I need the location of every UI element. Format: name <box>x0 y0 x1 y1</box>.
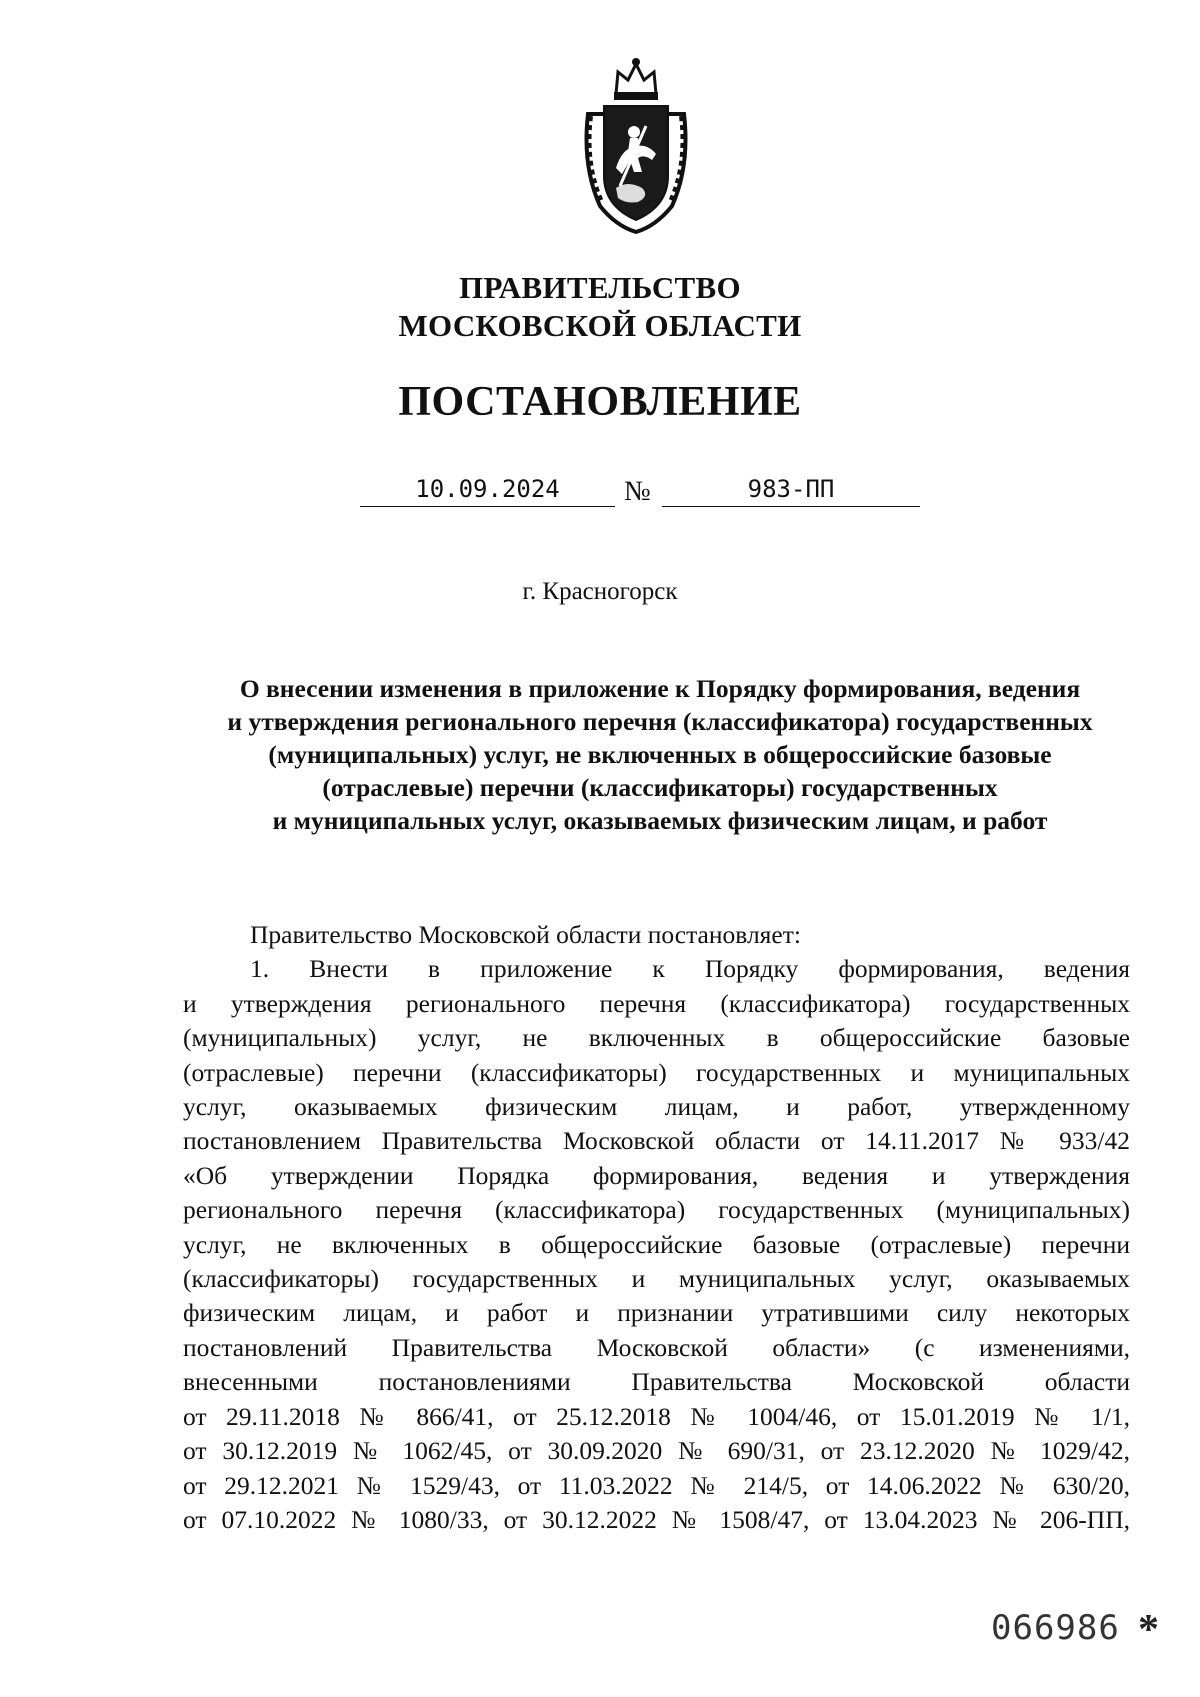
body-line: постановлений Правительства Московской области» (с изменениями, <box>183 1332 1130 1362</box>
city: г. Красногорск <box>522 578 678 605</box>
document-date: 10.09.2024 <box>415 475 560 503</box>
body-line: регионального перечня (классификатора) государственных (муниципальных) <box>183 1195 1130 1225</box>
document-type-title: ПОСТАНОВЛЕНИЕ <box>398 379 802 425</box>
number-underline <box>662 506 920 507</box>
body-line: 1. Внести в приложение к Порядку формирования, ведения <box>250 954 1130 984</box>
government-name-line2: МОСКОВСКОЙ ОБЛАСТИ <box>398 308 802 343</box>
body-line: от 07.10.2022 № 1080/33, от 30.12.2022 № 1508/47, от 13.04.2023 № 206-ПП, <box>183 1504 1130 1534</box>
body-preamble: Правительство Московской области постановляет: <box>250 920 801 949</box>
body-line: от 29.12.2021 № 1529/43, от 11.03.2022 № 214/5, от 14.06.2022 № 630/20, <box>183 1470 1130 1500</box>
body-line: от 30.12.2019 № 1062/45, от 30.09.2020 № 690/31, от 23.12.2020 № 1029/42, <box>183 1436 1130 1466</box>
title-line: (муниципальных) услуг, не включенных в общероссийские базовые <box>268 740 1052 769</box>
government-name-line1: ПРАВИТЕЛЬСТВО <box>459 270 741 305</box>
title-line: О внесении изменения в приложение к Порядку формирования, ведения <box>239 674 1081 703</box>
body-line: услуг, оказываемых физическим лицам, и работ, утвержденному <box>183 1092 1130 1122</box>
document-body <box>183 918 1130 1537</box>
body-line: услуг, не включенных в общероссийские базовые (отраслевые) перечни <box>183 1229 1130 1259</box>
form-serial-number: 066986 <box>991 1608 1120 1648</box>
document-subject-title <box>180 672 1140 837</box>
body-line: постановлением Правительства Московской области от 14.11.2017 № 933/42 <box>183 1126 1130 1156</box>
date-underline <box>360 506 615 507</box>
asterisk-mark: * <box>1138 1607 1159 1653</box>
body-line: «Об утверждении Порядка формирования, ведения и утверждения <box>183 1160 1130 1190</box>
body-line: (классификаторы) государственных и муниципальных услуг, оказываемых <box>183 1264 1130 1294</box>
document-number: 983-ПП <box>747 475 835 503</box>
number-sign: № <box>624 476 651 507</box>
coat-of-arms-icon <box>576 56 696 234</box>
body-line: от 29.11.2018 № 866/41, от 25.12.2018 № 1004/46, от 15.01.2019 № 1/1, <box>183 1401 1130 1431</box>
body-line: внесенными постановлениями Правительства Московской области <box>183 1367 1130 1397</box>
body-line: и утверждения регионального перечня (классификатора) государственных <box>183 988 1130 1018</box>
body-line: (отраслевые) перечни (классификаторы) государственных и муниципальных <box>183 1057 1130 1087</box>
title-line: и муниципальных услуг, оказываемых физическим лицам, и работ <box>272 806 1048 835</box>
body-line: (муниципальных) услуг, не включенных в общероссийские базовые <box>183 1023 1130 1053</box>
title-line: (отраслевые) перечни (классификаторы) государственных <box>322 773 998 802</box>
body-line: физическим лицам, и работ и признании утратившими силу некоторых <box>183 1298 1130 1328</box>
title-line: и утверждения регионального перечня (классификатора) государственных <box>227 707 1093 736</box>
